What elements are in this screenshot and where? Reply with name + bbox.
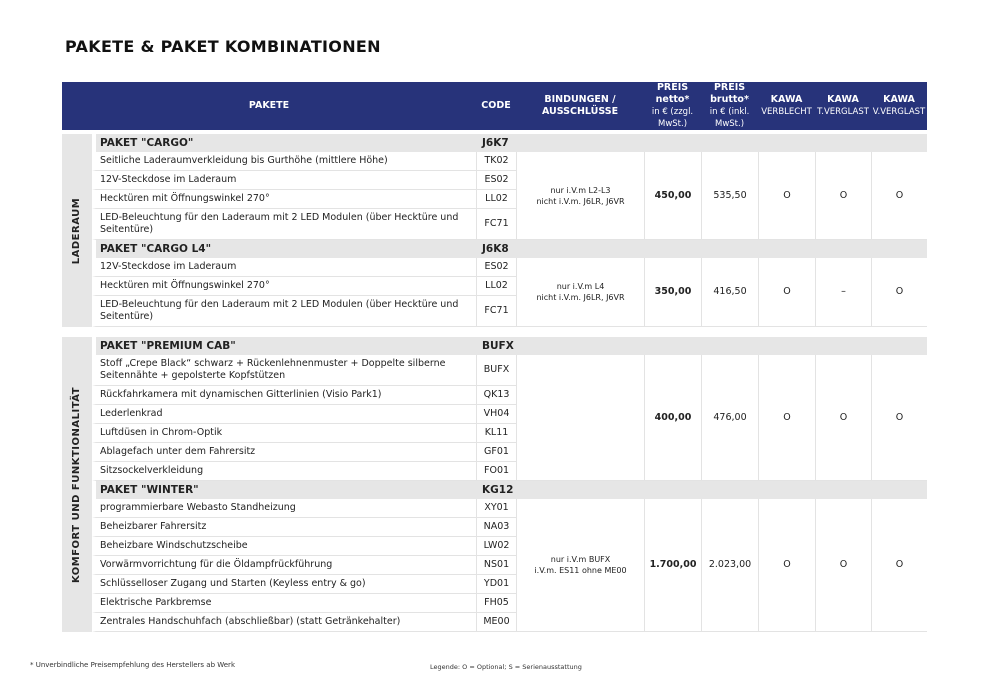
package-bindungen — [516, 499, 644, 632]
item-code: LL02 — [476, 190, 516, 209]
package-bindungen — [516, 258, 644, 327]
bindungen-line2: i.V.m. ES11 ohne ME00 — [534, 566, 627, 575]
price-netto: 400,00 — [644, 355, 701, 481]
kawa-vverglast-value: O — [871, 152, 927, 240]
item-description: Beheizbare Windschutzscheibe — [92, 537, 476, 556]
item-description: Rückfahrkamera mit dynamischen Gitterlinien (Visio Park1) — [92, 386, 476, 405]
item-code: GF01 — [476, 443, 516, 462]
item-code: XY01 — [476, 499, 516, 518]
package-header-row — [62, 481, 927, 499]
header-brutto-main: PREIS brutto* — [710, 82, 749, 105]
item-description: Ablagefach unter dem Fahrersitz — [92, 443, 476, 462]
kawa-tverglast-value: O — [815, 355, 871, 481]
item-code: LW02 — [476, 537, 516, 556]
header-code: CODE — [476, 82, 516, 130]
header-kawa-tverglast — [815, 82, 871, 130]
item-code: FC71 — [476, 296, 516, 327]
kawa-vverglast-value: O — [871, 258, 927, 327]
package-header-fill — [516, 481, 927, 499]
bindungen-line1: nur i.V.m BUFX — [550, 555, 611, 564]
bindungen-line2: nicht i.V.m. J6LR, J6VR — [536, 293, 625, 302]
item-code: VH04 — [476, 405, 516, 424]
header-kawa1-sub: VERBLECHT — [761, 107, 812, 117]
item-description: LED-Beleuchtung für den Laderaum mit 2 LED Modulen (über Hecktüre und Seitentüre) — [92, 296, 476, 327]
footer-note: * Unverbindliche Preisempfehlung des Herstellers ab Werk — [30, 661, 235, 669]
header-kawa3-sub: V.VERGLAST — [872, 107, 926, 117]
package-header-fill — [516, 134, 927, 152]
item-code: BUFX — [476, 355, 516, 386]
item-code: QK13 — [476, 386, 516, 405]
table-row — [62, 355, 927, 386]
package-code: BUFX — [476, 337, 516, 355]
item-description: Hecktüren mit Öffnungswinkel 270° — [92, 190, 476, 209]
bindungen-line1: nur i.V.m L2-L3 — [550, 185, 611, 195]
item-code: FO01 — [476, 462, 516, 481]
table-row — [62, 152, 927, 171]
price-netto: 350,00 — [644, 258, 701, 327]
item-code: YD01 — [476, 575, 516, 594]
package-name: PAKET "PREMIUM CAB" — [92, 337, 476, 355]
price-netto: 1.700,00 — [644, 499, 701, 632]
item-code: ES02 — [476, 171, 516, 190]
package-code: KG12 — [476, 481, 516, 499]
footer-legend: Legende: O = Optional; S = Serienausstattung — [430, 663, 582, 671]
package-header-row — [62, 240, 927, 258]
bindungen-line2: nicht i.V.m. J6LR, J6VR — [536, 196, 625, 206]
item-description: Schlüsselloser Zugang und Starten (Keyless entry & go) — [92, 575, 476, 594]
table-row — [62, 258, 927, 277]
item-description: LED-Beleuchtung für den Laderaum mit 2 LED Modulen (über Hecktüre und Seitentüre) — [92, 209, 476, 240]
item-code: FC71 — [476, 209, 516, 240]
package-bindungen — [516, 152, 644, 240]
package-header-fill — [516, 337, 927, 355]
table-row — [62, 499, 927, 518]
price-brutto: 2.023,00 — [701, 499, 758, 632]
item-code: ME00 — [476, 613, 516, 632]
package-name: PAKET "CARGO L4" — [92, 240, 476, 258]
item-description: Zentrales Handschuhfach (abschließbar) (statt Getränkehalter) — [92, 613, 476, 632]
kawa-verblecht-value: O — [758, 258, 815, 327]
item-description: Hecktüren mit Öffnungswinkel 270° — [92, 277, 476, 296]
kawa-tverglast-value: – — [815, 258, 871, 327]
price-brutto: 476,00 — [701, 355, 758, 481]
header-brutto-sub: in € (inkl. MwSt.) — [709, 107, 750, 129]
item-description: Stoff „Crepe Black“ schwarz + Rückenlehnenmuster + Doppelte silberne Seitennähte + gepolsterte Kopfstützen — [92, 355, 476, 386]
item-code: ES02 — [476, 258, 516, 277]
header-kawa-vverglast — [871, 82, 927, 130]
package-header-row — [62, 337, 927, 355]
item-description: 12V-Steckdose im Laderaum — [92, 258, 476, 277]
item-description: Elektrische Parkbremse — [92, 594, 476, 613]
item-code: NS01 — [476, 556, 516, 575]
item-description: Vorwärmvorrichtung für die Öldampfrückführung — [92, 556, 476, 575]
kawa-tverglast-value: O — [815, 499, 871, 632]
page-title: PAKETE & PAKET KOMBINATIONEN — [65, 37, 381, 56]
header-kawa-verblecht — [758, 82, 815, 130]
header-kawa1-main: KAWA — [770, 94, 803, 105]
kawa-tverglast-value: O — [815, 152, 871, 240]
header-kawa2-sub: T.VERGLAST — [817, 107, 869, 117]
bindungen-line1: nur i.V.m L4 — [556, 282, 605, 291]
kawa-vverglast-value: O — [871, 499, 927, 632]
section-label: LADERAUM — [71, 197, 82, 264]
header-bindungen: BINDUNGEN / AUSSCHLÜSSE — [516, 82, 644, 130]
item-description: programmierbare Webasto Standheizung — [92, 499, 476, 518]
kawa-vverglast-value: O — [871, 355, 927, 481]
package-name: PAKET "WINTER" — [92, 481, 476, 499]
header-kawa3-main: KAWA — [883, 94, 915, 105]
package-code: J6K7 — [476, 134, 516, 152]
item-code: KL11 — [476, 424, 516, 443]
item-description: Lederlenkrad — [92, 405, 476, 424]
table-header — [62, 82, 927, 130]
gap-cell — [62, 327, 927, 337]
header-pakete: PAKETE — [62, 82, 476, 130]
section-label-cell — [62, 337, 92, 632]
header-netto-main: PREIS netto* — [655, 82, 690, 105]
item-code: NA03 — [476, 518, 516, 537]
item-code: TK02 — [476, 152, 516, 171]
price-brutto: 416,50 — [701, 258, 758, 327]
section-label: KOMFORT UND FUNKTIONALITÄT — [71, 386, 82, 583]
package-code: J6K8 — [476, 240, 516, 258]
header-netto — [644, 82, 701, 130]
header-netto-sub: in € (zzgl. MwSt.) — [651, 107, 694, 129]
header-brutto — [701, 82, 758, 130]
price-netto: 450,00 — [644, 152, 701, 240]
kawa-verblecht-value: O — [758, 499, 815, 632]
item-description: Seitliche Laderaumverkleidung bis Gurthöhe (mittlere Höhe) — [92, 152, 476, 171]
package-table — [62, 82, 927, 632]
package-bindungen — [516, 355, 644, 481]
section-gap — [62, 327, 927, 337]
item-description: Luftdüsen in Chrom-Optik — [92, 424, 476, 443]
item-description: 12V-Steckdose im Laderaum — [92, 171, 476, 190]
item-code: FH05 — [476, 594, 516, 613]
section-label-cell — [62, 134, 92, 327]
item-description: Sitzsockelverkleidung — [92, 462, 476, 481]
kawa-verblecht-value: O — [758, 355, 815, 481]
package-header-fill — [516, 240, 927, 258]
package-header-row — [62, 134, 927, 152]
item-description: Beheizbarer Fahrersitz — [92, 518, 476, 537]
kawa-verblecht-value: O — [758, 152, 815, 240]
item-code: LL02 — [476, 277, 516, 296]
header-kawa2-main: KAWA — [827, 94, 859, 105]
package-name: PAKET "CARGO" — [92, 134, 476, 152]
price-brutto: 535,50 — [701, 152, 758, 240]
